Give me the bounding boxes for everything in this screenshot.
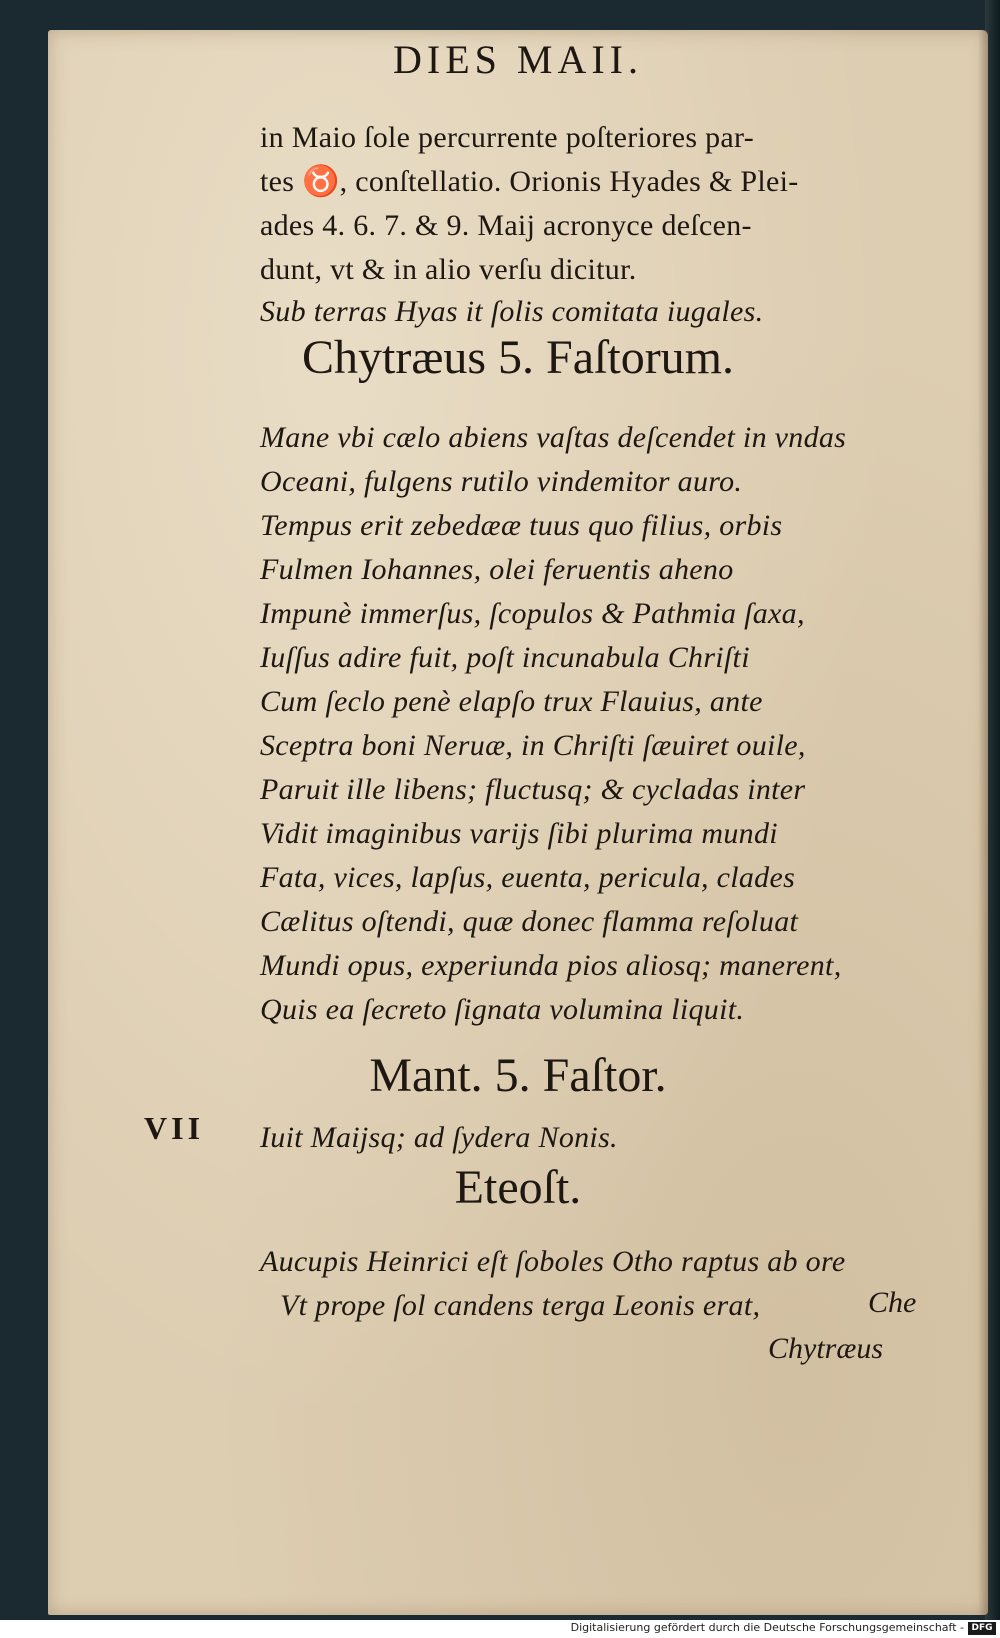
heading-mant: Mant. 5. Faſtor. — [369, 1049, 667, 1102]
catchword: Chytræus — [768, 1332, 884, 1365]
poem-line: Fata, vices, lapſus, euenta, pericula, clades — [260, 861, 796, 894]
prose-line: dunt, vt & in alio verſu dicitur. — [260, 253, 637, 286]
margin-numeral: VII — [144, 1110, 205, 1146]
verse-quote: Sub terras Hyas it ſolis comitata iugales. — [260, 295, 764, 328]
eteost-line: Aucupis Heinrici eſt ſoboles Otho raptus ab ore — [260, 1245, 846, 1278]
poem-line: Vidit imaginibus varijs ſibi plurima mundi — [260, 817, 778, 850]
footer-bar — [0, 1620, 1000, 1638]
heading-eteost: Eteoſt. — [454, 1161, 582, 1214]
poem-line: Mundi opus, experiunda pios aliosq; manerent, — [260, 949, 842, 982]
heading-chytraeus: Chytræus 5. Faſtorum. — [301, 331, 735, 384]
poem-line: Fulmen Iohannes, olei feruentis aheno — [260, 553, 734, 586]
prose-line: tes ♉, conſtellatio. Orionis Hyades & Plei- — [260, 165, 799, 198]
prose-line: in Maio ſole percurrente poſteriores par- — [260, 121, 754, 154]
poem-line: Cum ſeclo penè elapſo trux Flauius, ante — [260, 685, 763, 718]
poem-line: Tempus erit zebedææ tuus quo filius, orbis — [260, 509, 783, 542]
eteost-line-tail: Che — [868, 1286, 917, 1319]
poem-line: Mane vbi cælo abiens vaſtas deſcendet in vndas — [260, 421, 847, 454]
poem-line: Quis ea ſecreto ſignata volumina liquit. — [260, 993, 745, 1026]
poem-line: Oceani, fulgens rutilo vindemitor auro. — [260, 465, 743, 498]
dfg-logo: DFG — [968, 1622, 996, 1635]
eteost-line: Vt prope ſol candens terga Leonis erat, — [280, 1289, 761, 1322]
poem-line: Impunè immerſus, ſcopulos & Pathmia ſaxa, — [260, 597, 805, 630]
running-head: DIES MAII. — [393, 37, 643, 82]
poem-line: Sceptra boni Neruæ, in Chriſti ſæuiret ouile, — [260, 729, 806, 762]
funding-credit: Digitalisierung gefördert durch die Deutsche Forschungsgemeinschaft - — [570, 1621, 964, 1634]
poem-line: Paruit ille libens; fluctusq; & cycladas inter — [260, 773, 806, 806]
book-page — [48, 30, 988, 1615]
poem-line: Iuſſus adire fuit, poſt incunabula Chriſti — [260, 641, 750, 674]
page-text — [48, 30, 988, 1615]
mant-line: Iuit Maijsq; ad ſydera Nonis. — [260, 1121, 618, 1154]
prose-line: ades 4. 6. 7. & 9. Maij acronyce deſcen- — [260, 209, 752, 242]
poem-line: Cælitus oſtendi, quæ donec flamma reſoluat — [260, 905, 799, 938]
